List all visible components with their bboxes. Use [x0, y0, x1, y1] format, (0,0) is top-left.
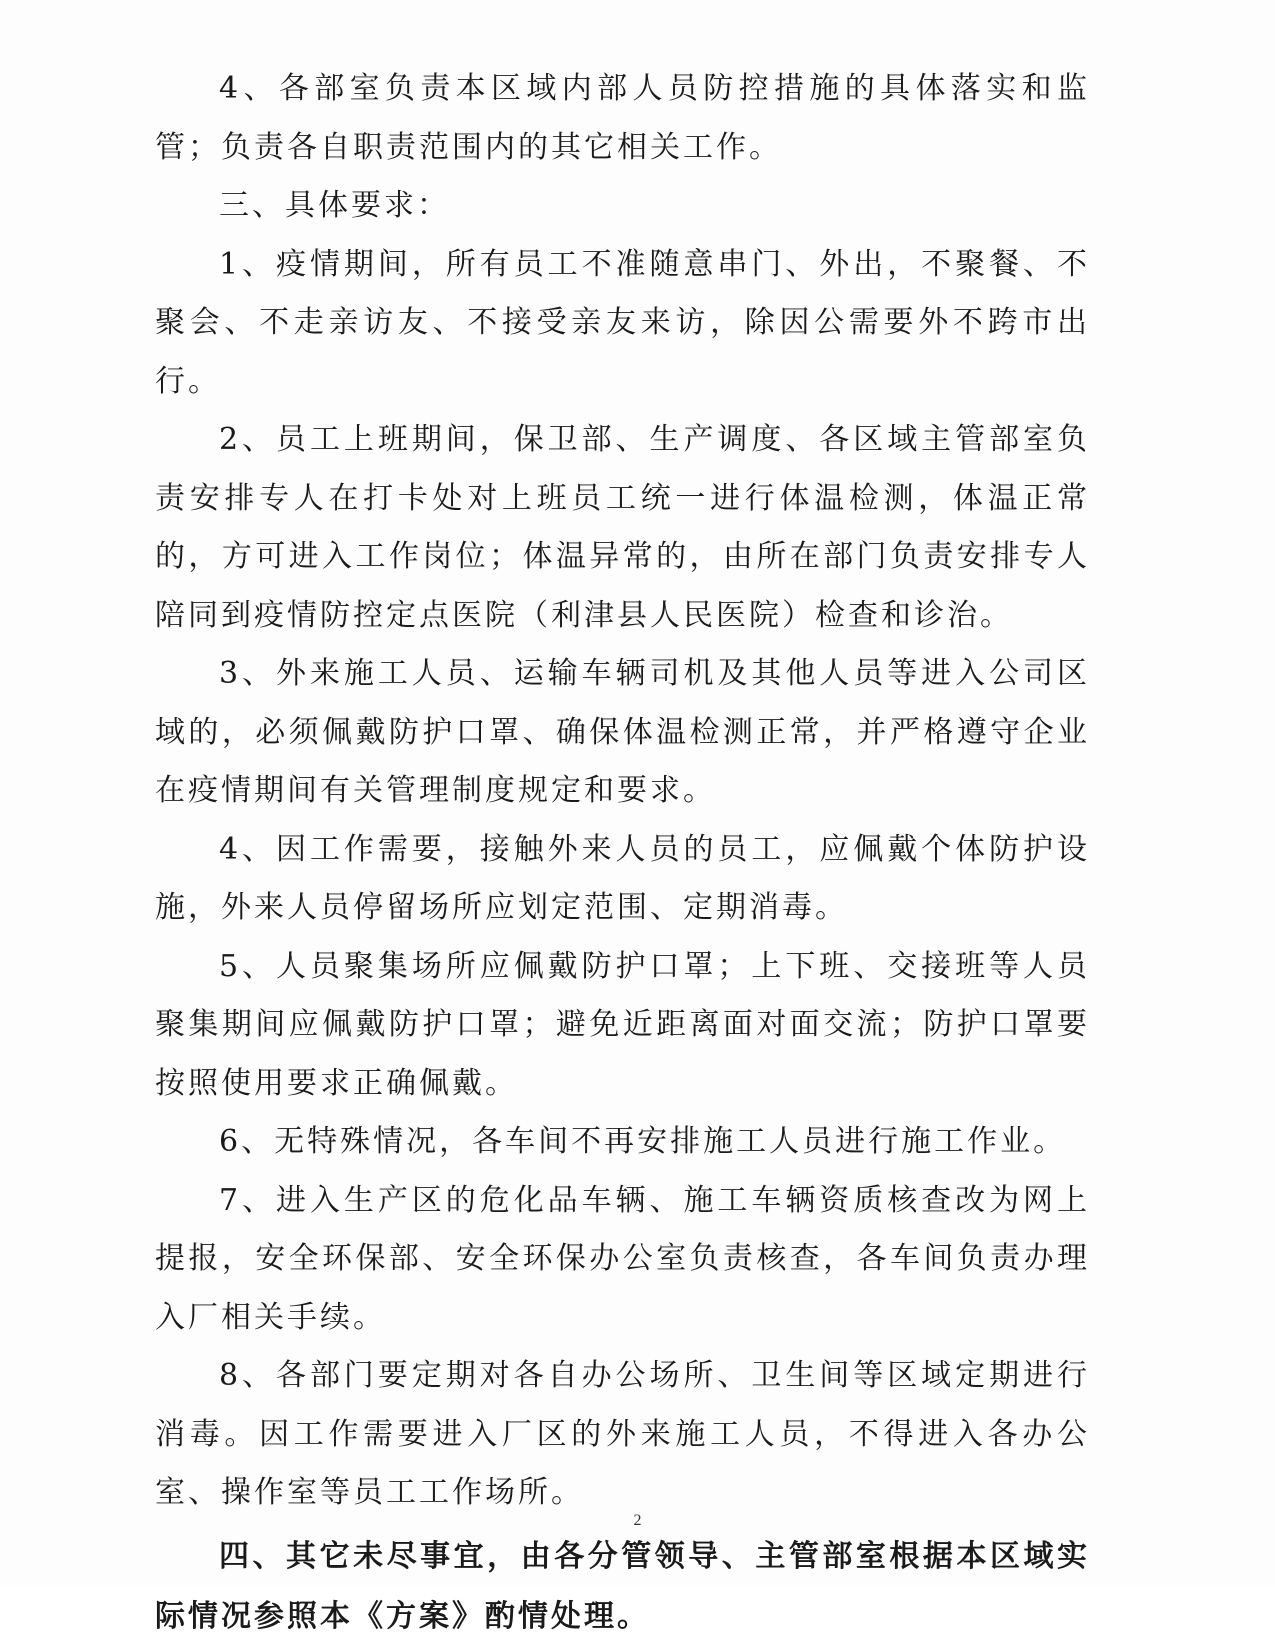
- paragraph-item-4-responsibility: 4、各部室负责本区域内部人员防控措施的具体落实和监管；负责各自职责范围内的其它相关工作。: [155, 71, 1090, 165]
- page-number: 2: [633, 1512, 642, 1529]
- paragraph-requirement-8: 8、各部门要定期对各自办公场所、卫生间等区域定期进行消毒。因工作需要进入厂区的外来施工人员，不得进入各办公室、操作室等员工工作场所。: [155, 1358, 1090, 1510]
- paragraph-requirement-7: 7、进入生产区的危化品车辆、施工车辆资质核查改为网上提报，安全环保部、安全环保办公室负责核查，各车间负责办理入厂相关手续。: [155, 1182, 1090, 1335]
- document-body: [155, 60, 1090, 1647]
- paragraph-requirement-5: 5、人员聚集场所应佩戴防护口罩；上下班、交接班等人员聚集期间应佩戴防护口罩；避免近距离面对面交流；防护口罩要按照使用要求正确佩戴。: [155, 948, 1090, 1101]
- paragraph-requirement-2: 2、员工上班期间，保卫部、生产调度、各区域主管部室负责安排专人在打卡处对上班员工统一进行体温检测，体温正常的，方可进入工作岗位；体温异常的，由所在部门负责安排专人陪同到疫情防控定点医院（利津县人民医院）检查和诊治。: [155, 422, 1090, 633]
- paragraph-requirement-6: 6、无特殊情况，各车间不再安排施工人员进行施工作业。: [219, 1124, 1067, 1159]
- paragraph-requirement-4: 4、因工作需要，接触外来人员的员工，应佩戴个体防护设施，外来人员停留场所应划定范围、定期消毒。: [155, 831, 1090, 925]
- section-heading-requirements: 三、具体要求：: [219, 188, 450, 223]
- section-heading-other-matters: 四、其它未尽事宜，由各分管领导、主管部室根据本区域实际情况参照本《方案》酌情处理。: [155, 1538, 1090, 1634]
- paragraph-requirement-1: 1、疫情期间，所有员工不准随意串门、外出，不聚餐、不聚会、不走亲访友、不接受亲友来访，除因公需要外不跨市出行。: [155, 246, 1090, 399]
- paragraph-requirement-3: 3、外来施工人员、运输车辆司机及其他人员等进入公司区域的，必须佩戴防护口罩、确保体温检测正常，并严格遵守企业在疫情期间有关管理制度规定和要求。: [155, 656, 1090, 808]
